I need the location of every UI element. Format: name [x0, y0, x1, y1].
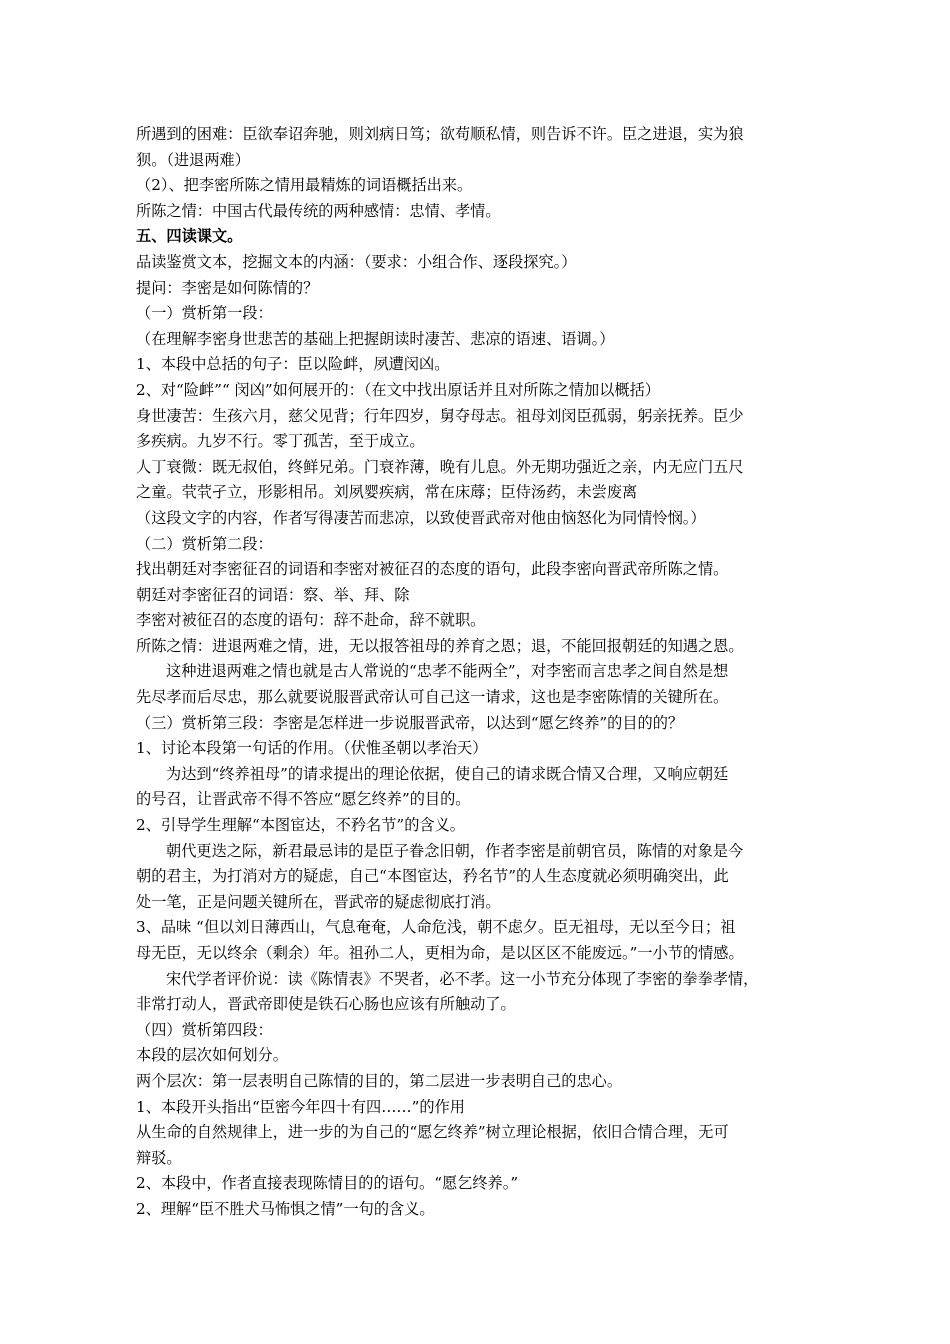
- text-line: 多疾病。九岁不行。零丁孤苦，至于成立。: [136, 432, 425, 451]
- text-line: 2、本段中，作者直接表现陈情目的的语句。“愿乞终养。”: [136, 1174, 519, 1193]
- text-line: 人丁衰微：既无叔伯，终鲜兄弟。门衰祚薄，晚有儿息。外无期功强近之亲，内无应门五尺: [136, 457, 744, 476]
- text-line: 宋代学者评价说：读《陈情表》不哭者，必不孝。这一小节充分体现了李密的拳拳孝情，: [166, 969, 759, 988]
- text-line: 为达到“终养祖母”的请求提出的理论依据，使自己的请求既合情又合理，又响应朝廷: [166, 764, 729, 783]
- text-line: 本段的层次如何划分。: [136, 1046, 288, 1065]
- text-line: 3、品味 “但以刘日薄西山，气息奄奄，人命危浅，朝不虑夕。臣无祖母，无以至今日；祖: [136, 918, 736, 937]
- text-line: 所陈之情：进退两难之情，进，无以报答祖母的养育之恩；退，不能回报朝廷的知遇之恩。: [136, 636, 744, 655]
- text-line: 这种进退两难之情也就是古人常说的“忠孝不能两全”，对李密而言忠孝之间自然是想: [166, 662, 729, 681]
- text-line: （在理解李密身世悲苦的基础上把握朗读时凄苦、悲凉的语速、语调。）: [136, 329, 615, 348]
- text-line: 处一笔，正是问题关键所在，晋武帝的疑虑彻底打消。: [136, 892, 501, 911]
- text-line: （这段文字的内容，作者写得凄苦而悲凉，以致使晋武帝对他由恼怒化为同情怜悯。）: [136, 508, 706, 527]
- text-line: 2、对“险衅”“ 闵凶”如何展开的：（在文中找出原话并且对所陈之情加以概括）: [136, 380, 660, 399]
- text-line: 非常打动人，晋武帝即使是铁石心肠也应该有所触动了。: [136, 995, 516, 1014]
- text-line: 朝的君主，为打消对方的疑虑，自己“本图宦达，矜名节”的人生态度就必须明确突出，此: [136, 867, 729, 886]
- text-line: 找出朝廷对李密征召的词语和李密对被征召的态度的语句，此段李密向晋武帝所陈之情。: [136, 560, 729, 579]
- text-line: 1、本段中总括的句子：臣以险衅，夙遭闵凶。: [136, 355, 450, 374]
- subsection-title: （一）赏析第一段：: [136, 304, 273, 323]
- text-line: 的号召，让晋武帝不得不答应“愿乞终养”的目的。: [136, 790, 471, 809]
- text-line: 提问：李密是如何陈情的？: [136, 278, 319, 297]
- text-line: 朝代更迭之际，新君最忌讳的是臣子眷念旧朝，作者李密是前朝官员，陈情的对象是今: [166, 841, 744, 860]
- text-line: 身世凄苦：生孩六月，慈父见背；行年四岁，舅夺母志。祖母刘闵臣孤弱，躬亲抚养。臣少: [136, 406, 744, 425]
- text-line: 之童。茕茕孑立，形影相吊。刘夙婴疾病，常在床蓐；臣侍汤药，未尝废离: [136, 483, 638, 502]
- section-heading: 五、四读课文。: [136, 227, 243, 246]
- text-line: 李密对被征召的态度的语句：辞不赴命，辞不就职。: [136, 611, 486, 630]
- text-line: 先尽孝而后尽忠，那么就要说服晋武帝认可自己这一请求，这也是李密陈情的关键所在。: [136, 688, 729, 707]
- text-line: 1、讨论本段第一句话的作用。（伏惟圣朝以孝治天）: [136, 739, 488, 758]
- text-line: 朝廷对李密征召的词语：察、举、拜、除: [136, 585, 410, 604]
- text-line: 母无臣，无以终余（剩余）年。祖孙二人，更相为命，是以区区不能废远。”一小节的情感。: [136, 944, 744, 962]
- subsection-title: （二）赏析第二段：: [136, 534, 273, 553]
- text-line: 品读鉴赏文本，挖掘文本的内涵：（要求：小组合作、逐段探究。）: [136, 252, 577, 271]
- text-line: 辩驳。: [136, 1148, 182, 1167]
- subsection-title: （三）赏析第三段：李密是怎样进一步说服晋武帝，以达到“愿乞终养”的目的的？: [136, 713, 684, 732]
- subsection-title: （四）赏析第四段：: [136, 1020, 273, 1039]
- text-line: 2、引导学生理解“本图宦达，不矜名节”的含义。: [136, 816, 465, 835]
- text-line: 所陈之情：中国古代最传统的两种感情：忠情、孝情。: [136, 201, 501, 220]
- text-line: 1、本段开头指出“臣密今年四十有四……”的作用: [136, 1097, 465, 1116]
- text-line: 从生命的自然规律上，进一步的为自己的“愿乞终养”树立理论根据，依旧合情合理，无可: [136, 1123, 729, 1142]
- text-line: （2）、把李密所陈之情用最精炼的词语概括出来。: [136, 176, 473, 195]
- text-line: 所遇到的困难：臣欲奉诏奔驰，则刘病日笃；欲苟顺私情，则告诉不许。臣之进退，实为狼: [136, 125, 744, 143]
- text-line: 狈。（进退两难）: [136, 150, 250, 169]
- text-line: 两个层次：第一层表明自己陈情的目的，第二层进一步表明自己的忠心。: [136, 1071, 622, 1090]
- document-page: [136, 122, 816, 1223]
- text-line: 2、理解“臣不胜犬马怖惧之情”一句的含义。: [136, 1199, 435, 1218]
